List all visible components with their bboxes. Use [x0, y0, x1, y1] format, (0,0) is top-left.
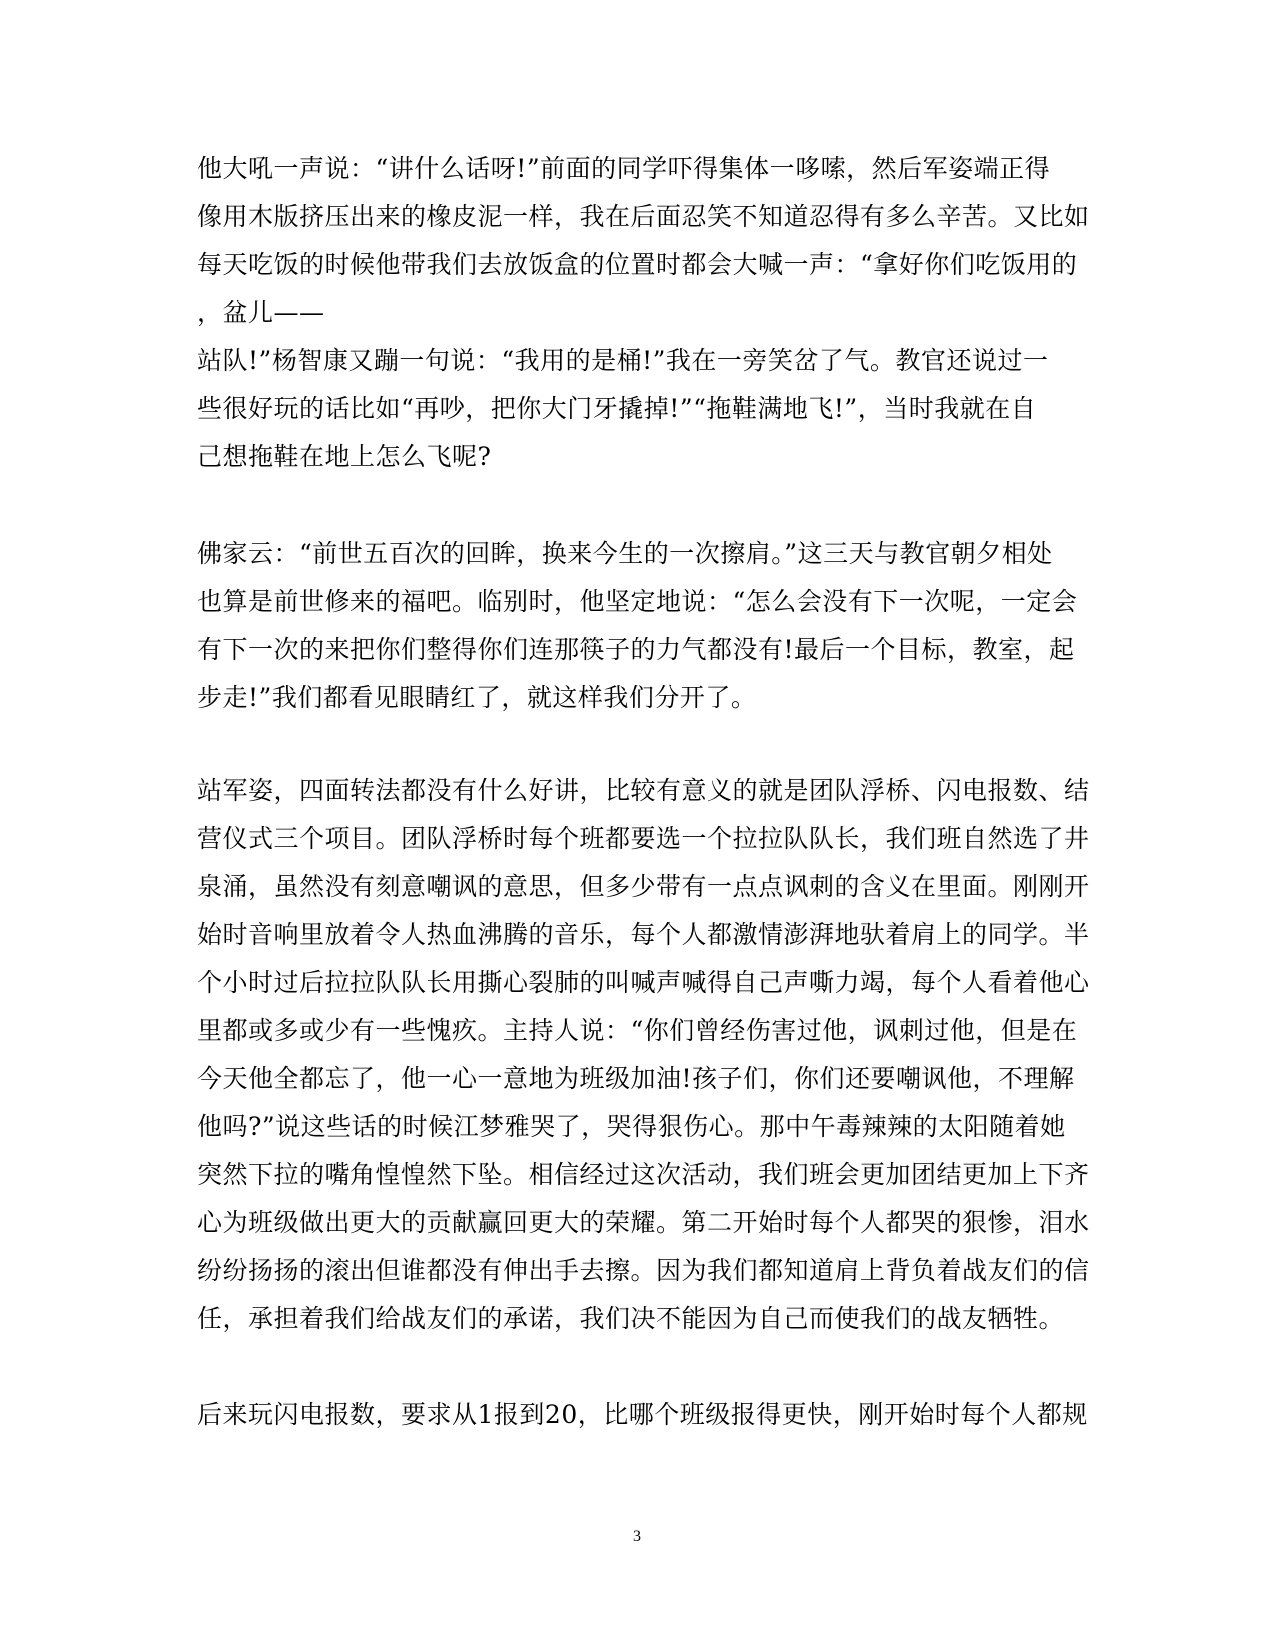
paragraph-line: 每天吃饭的时候他带我们去放饭盒的位置时都会大喊一声：“拿好你们吃饭用的: [197, 250, 1078, 279]
paragraph-line: 也算是前世修来的福吧。临别时，他坚定地说：“怎么会没有下一次呢，一定会: [197, 587, 1078, 616]
paragraph-line: ，盆儿——: [197, 298, 325, 327]
paragraph-1: [197, 145, 1090, 481]
paragraph-line: 后来玩闪电报数，要求从1报到20，比哪个班级报得更快，刚开始时每个人都规: [197, 1400, 1088, 1429]
paragraph-line: 里都或多或少有一些愧疚。主持人说：“你们曾经伤害过他，讽刺过他，但是在: [197, 1016, 1078, 1045]
paragraph-line: 佛家云：“前世五百次的回眸，换来今生的一次擦肩。”这三天与教官朝夕相处: [197, 539, 1053, 568]
paragraph-line: 营仪式三个项目。团队浮桥时每个班都要选一个拉拉队队长，我们班自然选了井: [197, 824, 1090, 853]
paragraph-line: 任，承担着我们给战友们的承诺，我们决不能因为自己而使我们的战友牺牲。: [197, 1304, 1065, 1333]
paragraph-line: 始时音响里放着令人热血沸腾的音乐，每个人都激情澎湃地驮着肩上的同学。半: [197, 920, 1090, 949]
paragraph-2: [197, 530, 1077, 722]
paragraph-line: 他大吼一声说：“讲什么话呀!”前面的同学吓得集体一哆嗦，然后军姿端正得: [197, 154, 1051, 183]
paragraph-line: 步走!”我们都看见眼睛红了，就这样我们分开了。: [197, 683, 757, 712]
paragraph-line: 己想拖鞋在地上怎么飞呢?: [197, 442, 492, 471]
paragraph-3: [197, 767, 1090, 1343]
paragraph-line: 些很好玩的话比如“再吵，把你大门牙撬掉!”“拖鞋满地飞!”，当时我就在自: [197, 394, 1037, 423]
paragraph-line: 纷纷扬扬的滚出但谁都没有伸出手去擦。因为我们都知道肩上背负着战友们的信: [197, 1256, 1090, 1285]
paragraph-line: 站队!”杨智康又蹦一句说：“我用的是桶!”我在一旁笑岔了气。教官还说过一: [197, 346, 1049, 375]
page-number: 3: [633, 1528, 641, 1545]
paragraph-line: 有下一次的来把你们整得你们连那筷子的力气都没有!最后一个目标，教室，起: [197, 635, 1075, 664]
paragraph-line: 心为班级做出更大的贡献赢回更大的荣耀。第二开始时每个人都哭的狠惨，泪水: [197, 1208, 1090, 1237]
paragraph-line: 像用木版挤压出来的橡皮泥一样，我在后面忍笑不知道忍得有多么辛苦。又比如: [197, 202, 1090, 231]
paragraph-line: 个小时过后拉拉队队长用撕心裂肺的叫喊声喊得自己声嘶力竭，每个人看着他心: [197, 968, 1090, 997]
paragraph-line: 站军姿，四面转法都没有什么好讲，比较有意义的就是团队浮桥、闪电报数、结: [197, 776, 1090, 805]
paragraph-line: 泉涌，虽然没有刻意嘲讽的意思，但多少带有一点点讽刺的含义在里面。刚刚开: [197, 872, 1090, 901]
paragraph-line: 今天他全都忘了，他一心一意地为班级加油!孩子们，你们还要嘲讽他，不理解: [197, 1064, 1075, 1093]
paragraph-4: [197, 1391, 1088, 1439]
paragraph-line: 他吗?”说这些话的时候江梦雅哭了，哭得狠伤心。那中午毒辣辣的太阳随着她: [197, 1112, 1066, 1141]
paragraph-line: 突然下拉的嘴角惶惶然下坠。相信经过这次活动，我们班会更加团结更加上下齐: [197, 1160, 1090, 1189]
